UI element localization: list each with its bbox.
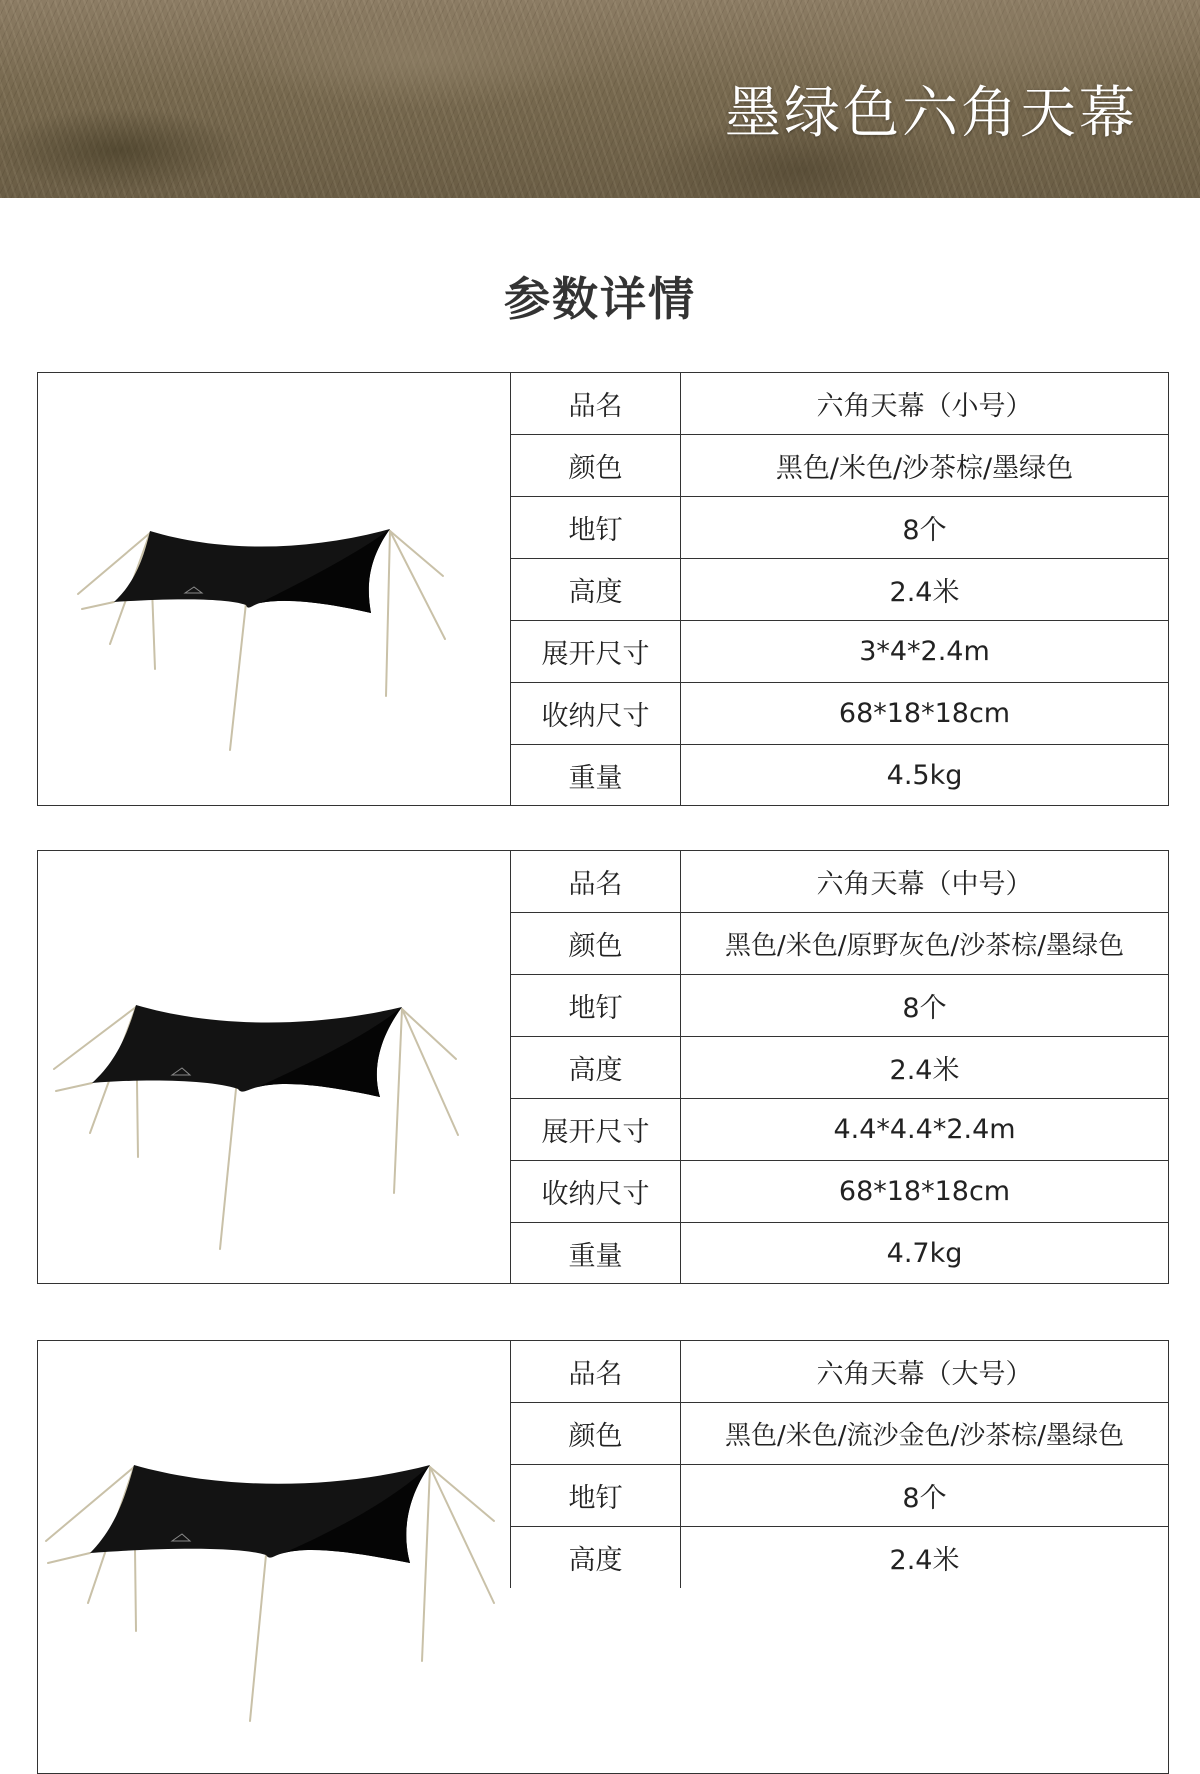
spec-value: 黑色/米色/流沙金色/沙茶棕/墨绿色	[681, 1403, 1169, 1465]
spec-value: 4.4*4.4*2.4m	[681, 1099, 1169, 1161]
spec-row	[511, 851, 1169, 913]
spec-card-medium	[37, 850, 1169, 1284]
spec-label: 展开尺寸	[511, 1099, 681, 1161]
spec-value: 68*18*18cm	[681, 683, 1169, 745]
tarp-illustration	[38, 851, 510, 1283]
spec-row	[511, 1403, 1169, 1465]
spec-row	[511, 745, 1169, 807]
spec-value: 3*4*2.4m	[681, 621, 1169, 683]
section-title: 参数详情	[504, 272, 696, 326]
spec-row	[511, 1161, 1169, 1223]
spec-label: 地钉	[511, 975, 681, 1037]
spec-label: 颜色	[511, 1403, 681, 1465]
spec-row	[511, 1465, 1169, 1527]
spec-value: 4.5kg	[681, 745, 1169, 807]
spec-label: 展开尺寸	[511, 621, 681, 683]
spec-value: 8个	[681, 497, 1169, 559]
spec-label: 品名	[511, 851, 681, 913]
spec-table-large	[510, 1341, 1168, 1588]
tarp-illustration	[38, 373, 510, 805]
spec-value: 4.7kg	[681, 1223, 1169, 1285]
tarp-illustration	[38, 1341, 510, 1773]
spec-row	[511, 1527, 1169, 1589]
spec-label: 重量	[511, 1223, 681, 1285]
spec-table-medium	[510, 851, 1168, 1284]
spec-label: 收纳尺寸	[511, 1161, 681, 1223]
spec-row	[511, 497, 1169, 559]
hero-banner	[0, 0, 1200, 198]
spec-value: 8个	[681, 1465, 1169, 1527]
spec-label: 颜色	[511, 913, 681, 975]
spec-row	[511, 559, 1169, 621]
spec-table-small	[510, 373, 1168, 806]
product-image-small	[38, 373, 510, 805]
spec-row	[511, 1223, 1169, 1285]
product-image-medium	[38, 851, 510, 1283]
spec-label: 高度	[511, 1527, 681, 1589]
spec-value: 黑色/米色/原野灰色/沙茶棕/墨绿色	[681, 913, 1169, 975]
spec-label: 收纳尺寸	[511, 683, 681, 745]
spec-label: 高度	[511, 559, 681, 621]
spec-label: 品名	[511, 373, 681, 435]
spec-row	[511, 1341, 1169, 1403]
spec-card-small	[37, 372, 1169, 806]
spec-label: 重量	[511, 745, 681, 807]
spec-value: 六角天幕（小号）	[681, 373, 1169, 435]
spec-row	[511, 621, 1169, 683]
product-image-large	[38, 1341, 510, 1773]
spec-value: 黑色/米色/沙茶棕/墨绿色	[681, 435, 1169, 497]
spec-card-large	[37, 1340, 1169, 1774]
spec-label: 颜色	[511, 435, 681, 497]
spec-value: 68*18*18cm	[681, 1161, 1169, 1223]
hero-title: 墨绿色六角天幕	[725, 81, 1138, 146]
spec-value: 2.4米	[681, 1527, 1169, 1589]
spec-row	[511, 1099, 1169, 1161]
spec-row	[511, 373, 1169, 435]
spec-label: 品名	[511, 1341, 681, 1403]
spec-value: 六角天幕（中号）	[681, 851, 1169, 913]
spec-value: 8个	[681, 975, 1169, 1037]
spec-label: 地钉	[511, 497, 681, 559]
spec-value: 2.4米	[681, 559, 1169, 621]
spec-row	[511, 1037, 1169, 1099]
spec-label: 高度	[511, 1037, 681, 1099]
spec-value: 2.4米	[681, 1037, 1169, 1099]
spec-value: 六角天幕（大号）	[681, 1341, 1169, 1403]
spec-row	[511, 435, 1169, 497]
spec-label: 地钉	[511, 1465, 681, 1527]
spec-row	[511, 975, 1169, 1037]
spec-row	[511, 913, 1169, 975]
spec-row	[511, 683, 1169, 745]
